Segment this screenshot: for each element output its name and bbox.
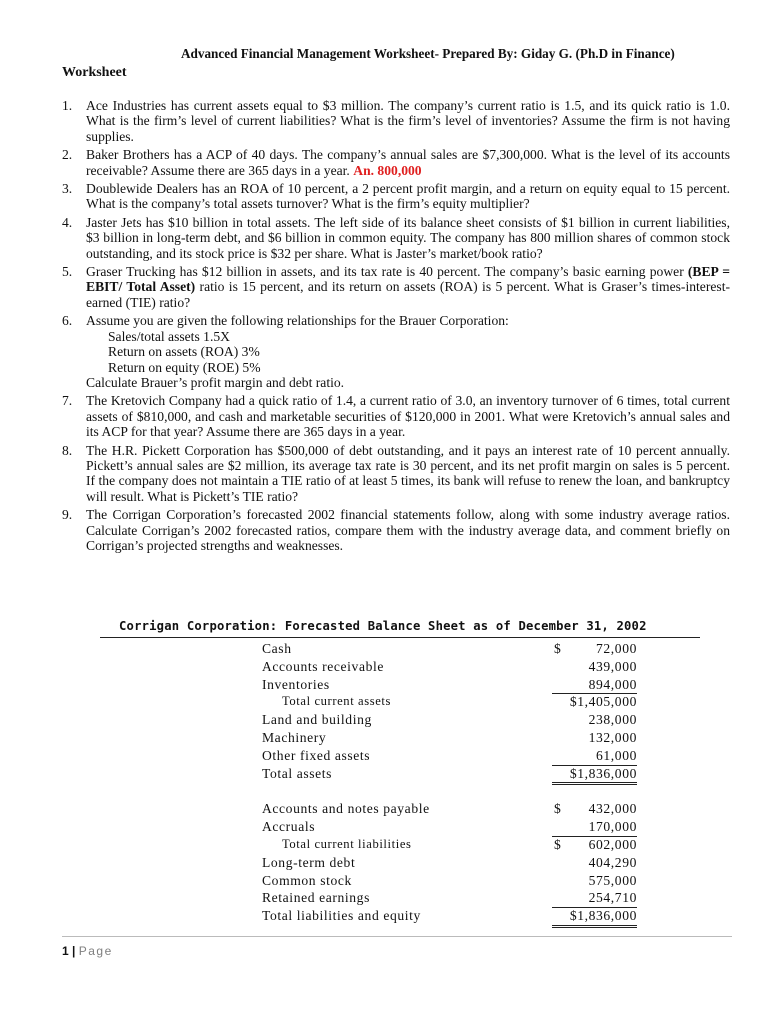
currency-symbol: $ bbox=[554, 641, 561, 656]
question-text: Baker Brothers has a ACP of 40 days. The company’s annual sales are $7,300,000. What is the level of its accounts receivable? Assume there are 365 days in a year. bbox=[86, 147, 730, 178]
question-text: The Kretovich Company had a quick ratio of 1.4, a current ratio of 3.0, an inventory turnover of 6 times, total current assets of $810,000, and cash and marketable securities of $120,000 in 2001. What were Kretovich’s annual sales and its ACP for that year? Assume there are 365 days in a year. bbox=[86, 393, 730, 440]
currency-symbol: $ bbox=[554, 836, 561, 852]
row-amount: 72,000 bbox=[596, 641, 637, 656]
row-label: Accounts and notes payable bbox=[262, 801, 430, 817]
row-amount: 170,000 bbox=[588, 819, 637, 835]
page-number: 1 bbox=[62, 944, 69, 958]
question-text: The H.R. Pickett Corporation has $500,000 of debt outstanding, and it pays an interest rate of 10 percent annually. Pickett’s annual sales are $2 million, its average tax rate is 30 percent, and its net profit margin on sales is 5 percent. If the company does not maintain a TIE ratio of at least 5 times, its bank will refuse to renew the loan, and bankruptcy will result. What is Pickett’s TIE ratio? bbox=[86, 442, 730, 504]
row-amount: 404,290 bbox=[588, 854, 637, 870]
row-amount: $1,405,000 bbox=[569, 694, 637, 710]
row-amount: 254,710 bbox=[588, 890, 637, 906]
question-4 bbox=[62, 215, 730, 261]
row-amount: 238,000 bbox=[588, 712, 637, 728]
row-label: Land and building bbox=[262, 712, 372, 728]
row-amount: 602,000 bbox=[588, 836, 637, 852]
balance-sheet-title-rule bbox=[100, 637, 700, 638]
balance-sheet-row bbox=[262, 890, 637, 908]
question-5 bbox=[62, 264, 730, 310]
footer-separator: | bbox=[72, 944, 76, 958]
balance-sheet-row bbox=[262, 855, 637, 873]
question-text: Jaster Jets has $10 billion in total assets. The left side of its balance sheet consists of $1 billion in current liabilities, $3 billion in long-term debt, and $6 billion in common equity. The company has 800 million shares of common stock outstanding, and its stock price is $32 per share. What is Jaster’s market/book ratio? bbox=[86, 214, 730, 261]
balance-sheet-row bbox=[262, 766, 637, 784]
question-followup: Calculate Brauer’s profit margin and debt ratio. bbox=[86, 374, 345, 390]
question-9 bbox=[62, 507, 730, 553]
question-number: 3. bbox=[62, 181, 73, 197]
question-number: 2. bbox=[62, 147, 73, 163]
row-amount: 61,000 bbox=[596, 747, 637, 763]
balance-sheet-row bbox=[262, 819, 637, 837]
footer-rule bbox=[62, 936, 732, 937]
question-6 bbox=[62, 313, 730, 390]
page-label: Page bbox=[78, 944, 113, 958]
row-label: Accounts receivable bbox=[262, 658, 384, 674]
question-3 bbox=[62, 181, 730, 212]
row-label: Total current liabilities bbox=[282, 836, 412, 851]
row-label: Total liabilities and equity bbox=[262, 908, 421, 924]
row-amount: 132,000 bbox=[588, 729, 637, 745]
row-amount: 575,000 bbox=[588, 872, 637, 888]
question-text: The Corrigan Corporation’s forecasted 2002 financial statements follow, along with some industry average ratios. Calculate Corrigan’s 2002 forecasted ratios, compare them with the industry average data, and comment briefly on Corrigan’s projected strengths and weaknesses. bbox=[86, 507, 730, 553]
row-label: Inventories bbox=[262, 676, 330, 692]
question-7 bbox=[62, 393, 730, 439]
question-text: Ace Industries has current assets equal to $3 million. The company’s current ratio is 1.5, and its quick ratio is 1.0. What is the firm’s level of current liabilities? What is the firm’s level of inventories? Assume the firm is not having supplies. bbox=[86, 98, 730, 144]
balance-sheet-row bbox=[262, 748, 637, 766]
row-amount: $1,836,000 bbox=[569, 908, 637, 924]
question-number: 4. bbox=[62, 214, 73, 230]
question-text-part-a: Graser Trucking has $12 billion in assets, and its tax rate is 40 percent. The company’s basic earning power bbox=[86, 264, 684, 280]
row-label: Cash bbox=[262, 641, 292, 656]
row-amount: 439,000 bbox=[588, 658, 637, 674]
section-gap bbox=[262, 783, 637, 801]
row-amount: 894,000 bbox=[588, 676, 637, 692]
relationship-item: Return on assets (ROA) 3% bbox=[108, 344, 260, 360]
balance-sheet-row bbox=[262, 801, 637, 819]
relationship-item: Return on equity (ROE) 5% bbox=[108, 359, 261, 375]
question-8 bbox=[62, 443, 730, 505]
balance-sheet-table bbox=[262, 641, 637, 926]
page-footer bbox=[62, 944, 113, 958]
question-2 bbox=[62, 147, 730, 178]
row-label: Machinery bbox=[262, 729, 327, 745]
row-label: Common stock bbox=[262, 872, 352, 888]
question-text: Assume you are given the following relationships for the Brauer Corporation: bbox=[86, 313, 509, 329]
row-label: Total assets bbox=[262, 765, 333, 781]
question-text: Doublewide Dealers has an ROA of 10 percent, a 2 percent profit margin, and a return on equity equal to 15 percent. What is the company’s total assets turnover? What is the firm’s equity multiplier? bbox=[86, 181, 730, 212]
relationship-item: Sales/total assets 1.5X bbox=[108, 328, 230, 344]
question-number: 1. bbox=[62, 98, 73, 113]
total-double-underline bbox=[552, 782, 637, 785]
question-number: 5. bbox=[62, 264, 73, 280]
row-amount: 432,000 bbox=[588, 801, 637, 817]
question-number: 9. bbox=[62, 507, 73, 523]
bep-formula: (BEP = EBIT/ Total Asset) bbox=[86, 264, 731, 295]
balance-sheet-row bbox=[262, 694, 637, 712]
row-amount: $1,836,000 bbox=[569, 765, 637, 781]
row-label: Long-term debt bbox=[262, 854, 356, 870]
row-label: Total current assets bbox=[282, 694, 392, 709]
total-double-underline bbox=[552, 925, 637, 928]
answer-text: An. 800,000 bbox=[353, 162, 422, 178]
row-label: Retained earnings bbox=[262, 890, 370, 906]
currency-symbol: $ bbox=[554, 801, 561, 817]
balance-sheet-row bbox=[262, 873, 637, 891]
question-number: 6. bbox=[62, 313, 73, 329]
row-label: Accruals bbox=[262, 819, 316, 835]
balance-sheet-row bbox=[262, 677, 637, 695]
balance-sheet-row bbox=[262, 641, 637, 659]
question-number: 8. bbox=[62, 442, 73, 458]
balance-sheet-row bbox=[262, 730, 637, 748]
question-1 bbox=[62, 98, 730, 144]
section-title: Worksheet bbox=[62, 65, 127, 80]
row-label: Other fixed assets bbox=[262, 747, 371, 763]
question-number: 7. bbox=[62, 393, 73, 409]
page-header-title: Advanced Financial Management Worksheet- Prepared By: Giday G. (Ph.D in Finance) bbox=[181, 46, 675, 61]
balance-sheet-row bbox=[262, 712, 637, 730]
balance-sheet-row bbox=[262, 908, 637, 926]
balance-sheet-row bbox=[262, 837, 637, 855]
question-text-part-b: ratio is 15 percent, and its return on assets (ROA) is 5 percent. What is Graser’s times-interest-earned (TIE) ratio? bbox=[86, 279, 730, 310]
balance-sheet-row bbox=[262, 659, 637, 677]
question-list bbox=[62, 98, 730, 556]
balance-sheet-title: Corrigan Corporation: Forecasted Balance Sheet as of December 31, 2002 bbox=[119, 619, 647, 633]
